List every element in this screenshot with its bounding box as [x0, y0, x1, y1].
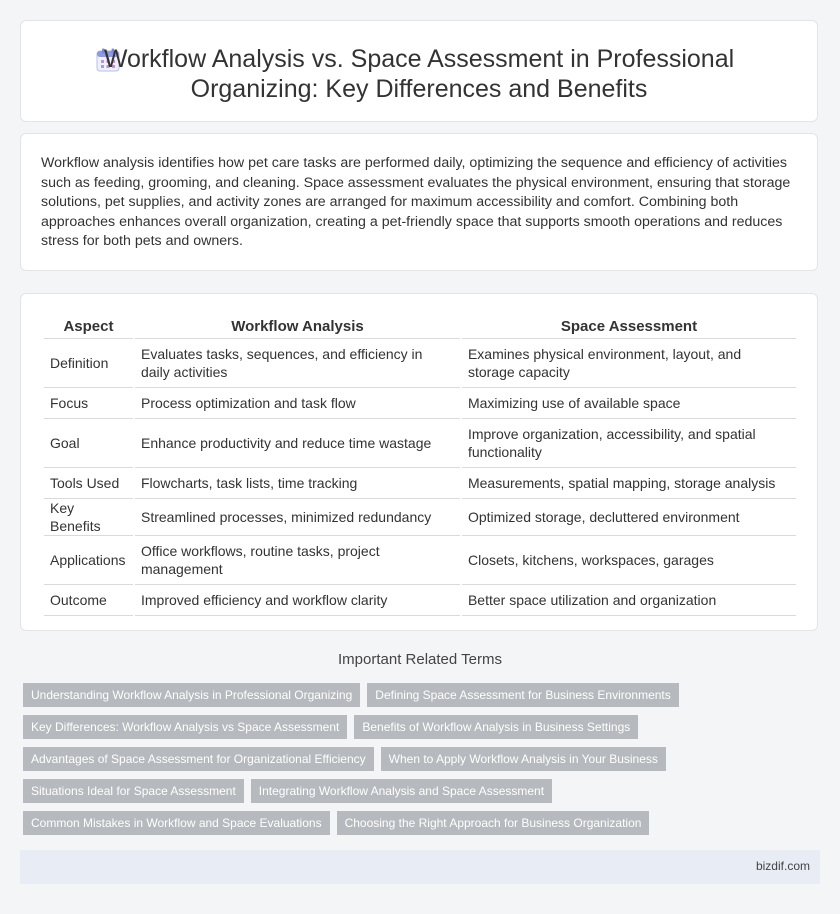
related-terms-title: Important Related Terms: [338, 651, 502, 668]
cell-space: Measurements, spatial mapping, storage analysis: [462, 468, 796, 499]
related-term-link[interactable]: Benefits of Workflow Analysis in Business Settings: [354, 715, 638, 739]
related-terms-list: [23, 683, 783, 843]
related-term-link[interactable]: Key Differences: Workflow Analysis vs Space Assessment: [23, 715, 347, 739]
cell-space: Maximizing use of available space: [462, 388, 796, 419]
table-header-row: [44, 313, 796, 339]
cell-workflow: Office workflows, routine tasks, project management: [135, 536, 460, 585]
cell-aspect: Tools Used: [44, 468, 133, 499]
cell-aspect: Applications: [44, 536, 133, 585]
cell-workflow: Streamlined processes, minimized redundancy: [135, 499, 460, 536]
cell-space: Examines physical environment, layout, and storage capacity: [462, 339, 796, 388]
cell-workflow: Process optimization and task flow: [135, 388, 460, 419]
cell-space: Optimized storage, decluttered environment: [462, 499, 796, 536]
cell-aspect: Definition: [44, 339, 133, 388]
intro-paragraph: Workflow analysis identifies how pet care tasks are performed daily, optimizing the sequence and efficiency of activities such as feeding, grooming, and cleaning. Space assessment evaluates the physical environment, ensuring that storage solutions, pet supplies, and activity zones are arranged for maximum accessibility and comfort. Combining both approaches enhances overall organization, creating a pet-friendly space that supports smooth operations and reduces stress for both pets and owners.: [41, 155, 791, 250]
related-term-link[interactable]: Advantages of Space Assessment for Organizational Efficiency: [23, 747, 374, 771]
page-title: [21, 44, 817, 104]
header-aspect: Aspect: [44, 313, 133, 339]
cell-aspect: Focus: [44, 388, 133, 419]
table-row: [44, 339, 796, 388]
header-space-assessment: Space Assessment: [462, 313, 796, 339]
related-term-link[interactable]: Situations Ideal for Space Assessment: [23, 779, 244, 803]
title-line-1: Workflow Analysis vs. Space Assessment in Professional: [103, 45, 735, 73]
header-workflow-analysis: Workflow Analysis: [135, 313, 460, 339]
footer: [20, 850, 820, 884]
related-term-link[interactable]: Common Mistakes in Workflow and Space Evaluations: [23, 811, 330, 835]
related-term-link[interactable]: Choosing the Right Approach for Business Organization: [337, 811, 650, 835]
table-row: [44, 388, 796, 419]
cell-space: Better space utilization and organization: [462, 585, 796, 616]
title-card: [20, 20, 818, 122]
cell-aspect: Outcome: [44, 585, 133, 616]
cell-space: Closets, kitchens, workspaces, garages: [462, 536, 796, 585]
cell-workflow: Enhance productivity and reduce time wastage: [135, 419, 460, 468]
table-row: [44, 468, 796, 499]
cell-aspect: Key Benefits: [44, 499, 133, 536]
related-term-link[interactable]: Understanding Workflow Analysis in Professional Organizing: [23, 683, 360, 707]
table-row: [44, 585, 796, 616]
table-row: [44, 536, 796, 585]
cell-workflow: Improved efficiency and workflow clarity: [135, 585, 460, 616]
intro-card: [20, 133, 818, 271]
cell-workflow: Flowcharts, task lists, time tracking: [135, 468, 460, 499]
comparison-table-card: [20, 293, 818, 631]
cell-aspect: Goal: [44, 419, 133, 468]
related-term-link[interactable]: Integrating Workflow Analysis and Space Assessment: [251, 779, 552, 803]
related-term-link[interactable]: Defining Space Assessment for Business Environments: [367, 683, 678, 707]
table-row: [44, 419, 796, 468]
related-term-link[interactable]: When to Apply Workflow Analysis in Your Business: [381, 747, 666, 771]
title-line-2: Organizing: Key Differences and Benefits: [190, 75, 648, 103]
table-row: [44, 499, 796, 536]
comparison-table: [42, 313, 798, 616]
cell-workflow: Evaluates tasks, sequences, and efficiency in daily activities: [135, 339, 460, 388]
footer-site-link[interactable]: bizdif.com: [755, 859, 810, 873]
cell-space: Improve organization, accessibility, and spatial functionality: [462, 419, 796, 468]
